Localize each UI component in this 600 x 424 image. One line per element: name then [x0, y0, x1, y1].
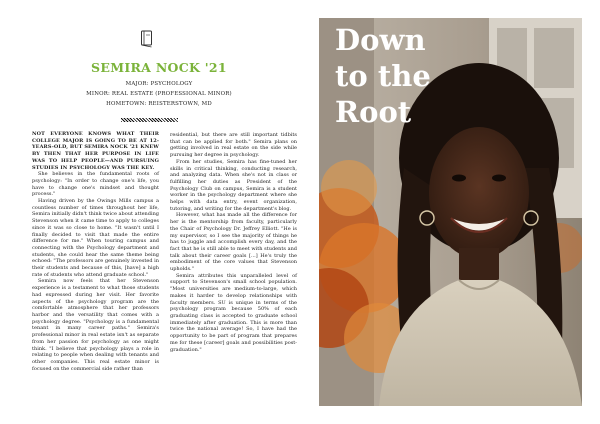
article-paragraph: From her studies, Semira has fine-tuned her skills in critical thinking, conducting research, and analyzing data. When she's not in class or fulfilling her duties as President of the Psychology Club on campus, Semira is a student worker in the psychology department where she helps with data entry, event organization, tutoring, and writing for the department's blog. — [170, 158, 297, 212]
article-column-2 — [170, 132, 297, 353]
title-line: Root — [335, 95, 412, 129]
profile-major: MAJOR: PSYCHOLOGY — [125, 81, 193, 87]
feature-title — [335, 22, 431, 130]
article-paragraph: residential, but there are still important tidbits that can be applied for both." Semira plans on getting involved in real estate on the side while pursuing her degree in psychology. — [170, 132, 297, 159]
article-paragraph: Having driven by the Owings Mills campus a countless number of times throughout her life, Semira initially didn't think twice about attending Stevenson when it came time to apply to colleges since it was so close to home. "It wasn't until I finally decided to visit that made the entire difference for me." When touring campus and connecting with the Psychology department and students, she could hear the same theme being echoed: "The professors are genuinely invested in their students and because of this, [have] a high rate of students who attend graduate school." — [32, 198, 159, 278]
title-line: to the — [335, 59, 431, 93]
article-paragraph: Semira attributes this unparalleled level of support to Stevenson's small school population. "Most universities are medium-to-large, which makes it harder to develop relationships with faculty members. SU is unique in terms of the psychology program because 50% of each graduating class is accepted to graduate school immediately after graduation. This is more than twice the national average! So, I have had the opportunity to be part of program that prepares me for these [career] goals and possibilities post-graduation." — [170, 272, 297, 353]
hatched-divider — [121, 118, 178, 122]
book-icon — [140, 30, 154, 48]
profile-minor: MINOR: REAL ESTATE (PROFESSIONAL MINOR) — [86, 91, 232, 97]
profile-name: SEMIRA NOCK '21 — [91, 60, 227, 75]
article-paragraph: Semira now feels that her Stevenson experience is a testament to what those students had expressed during her visit. Her favorite aspects of the psychology program are the comfortable atmosphere that her professors harbor and the versatility that comes with a psychology degree. "Psychology is a fundamental tenant in many career paths." Semira's professional minor in real estate isn't as separate from her passion for psychology as one might think. "I believe that psychology plays a role in relating to people when dealing with tenants and other companies. This real estate minor is focused on the commercial side rather than — [32, 278, 159, 372]
article-paragraph: She believes in the fundamental roots of psychology: "In order to change one's life, you have to change one's mindset and thought process." — [32, 171, 159, 198]
profile-hometown: HOMETOWN: REISTERSTOWN, MD — [106, 101, 212, 107]
article-paragraph: However, what has made all the difference for her is the mentorship from faculty, particularly the Chair of Psychology Dr. Jeffrey Elliott. "He is my supervisor, so I see the majority of things he has to juggle and accomplish every day, and the fact that he is still able to meet with students and talk about their career goals [...] He's truly the embodiment of the core values that Stevenson upholds." — [170, 212, 297, 273]
article-lead: NOT EVERYONE KNOWS WHAT THEIR COLLEGE MAJOR IS GOING TO BE AT 12-YEARS-OLD, BUT SEMIRA NOCK '21 KNEW BY THEN THAT HER PURPOSE IN LIFE WAS TO HELP PEOPLE—AND PURSUING STUDIES IN PSYCHOLOGY WAS THE KEY. — [32, 131, 159, 171]
article-column-1 — [32, 131, 159, 372]
title-line: Down — [335, 23, 426, 57]
